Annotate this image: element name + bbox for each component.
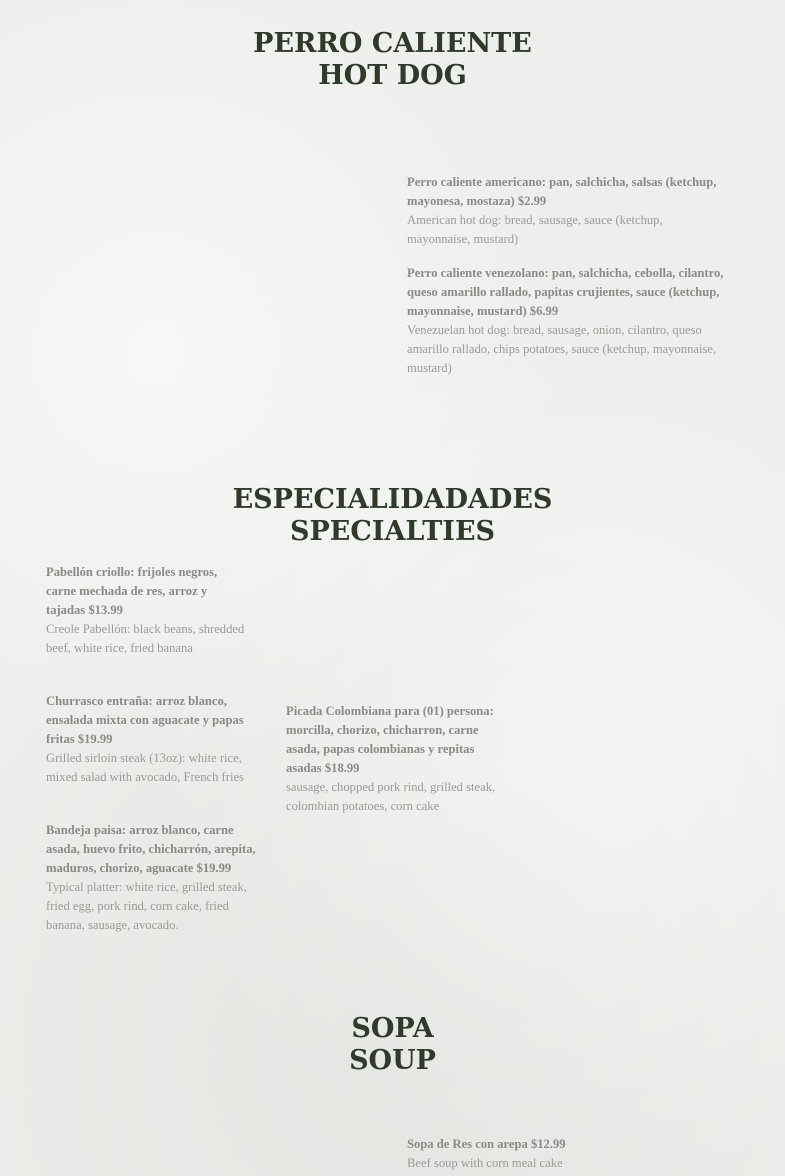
menu-item-hotdog-venezolano (407, 264, 727, 378)
item-name: Bandeja paisa: arroz blanco, carne asada, huevo frito, chicharrón, arepita, maduros, chorizo, aguacate $19.99 (46, 823, 256, 875)
section-title-en: HOT DOG (318, 60, 467, 91)
section-title-es: SOPA (351, 1013, 434, 1044)
item-name: Churrasco entraña: arroz blanco, ensalada mixta con aguacate y papas fritas $19.99 (46, 694, 244, 746)
menu-item-bandeja-paisa (46, 821, 264, 935)
item-description: sausage, chopped pork rind, grilled steak, colombian potatoes, corn cake (286, 780, 496, 813)
item-description: Creole Pabellón: black beans, shredded beef, white rice, fried banana (46, 622, 245, 655)
item-description: Grilled sirloin steak (13oz): white rice, mixed salad with avocado, French fries (46, 751, 244, 784)
section-title-en: SPECIALTIES (289, 516, 496, 547)
item-name: Pabellón criollo: frijoles negros, carne mechada de res, arroz y tajadas $13.99 (46, 565, 218, 617)
menu-item-sopa-de-res (407, 1135, 707, 1173)
menu-item-picada-colombiana (286, 702, 496, 816)
item-name: Picada Colombiana para (01) persona: morcilla, chorizo, chicharron, carne asada, papas colombianas y repitas asadas $18.99 (286, 704, 494, 775)
item-name: Perro caliente venezolano: pan, salchicha, cebolla, cilantro, queso amarillo rallado, papitas crujientes, sauce (ketchup, mayonnaise, mustard) $6.99 (407, 266, 724, 318)
section-title-soup (0, 1013, 785, 1077)
section-title-es: PERRO CALIENTE (253, 28, 532, 59)
section-title-hotdog (0, 28, 785, 92)
item-description: American hot dog: bread, sausage, sauce (ketchup, mayonnaise, mustard) (407, 213, 663, 246)
item-description: Beef soup with corn meal cake (407, 1156, 563, 1170)
menu-item-hotdog-americano (407, 173, 717, 249)
menu-item-churrasco (46, 692, 251, 787)
section-title-es: ESPECIALIDADADES (232, 484, 553, 515)
item-name: Perro caliente americano: pan, salchicha, salsas (ketchup, mayonesa, mostaza) $2.99 (407, 175, 717, 208)
item-description: Typical platter: white rice, grilled steak, fried egg, pork rind, corn cake, fried banana, sausage, avocado. (46, 880, 247, 932)
menu-item-pabellon (46, 563, 246, 658)
section-title-en: SOUP (349, 1045, 436, 1076)
item-name: Sopa de Res con arepa $12.99 (407, 1137, 566, 1151)
section-title-specialties (0, 484, 785, 548)
item-description: Venezuelan hot dog: bread, sausage, onion, cilantro, queso amarillo rallado, chips potatoes, sauce (ketchup, mayonnaise, mustard) (407, 323, 717, 375)
